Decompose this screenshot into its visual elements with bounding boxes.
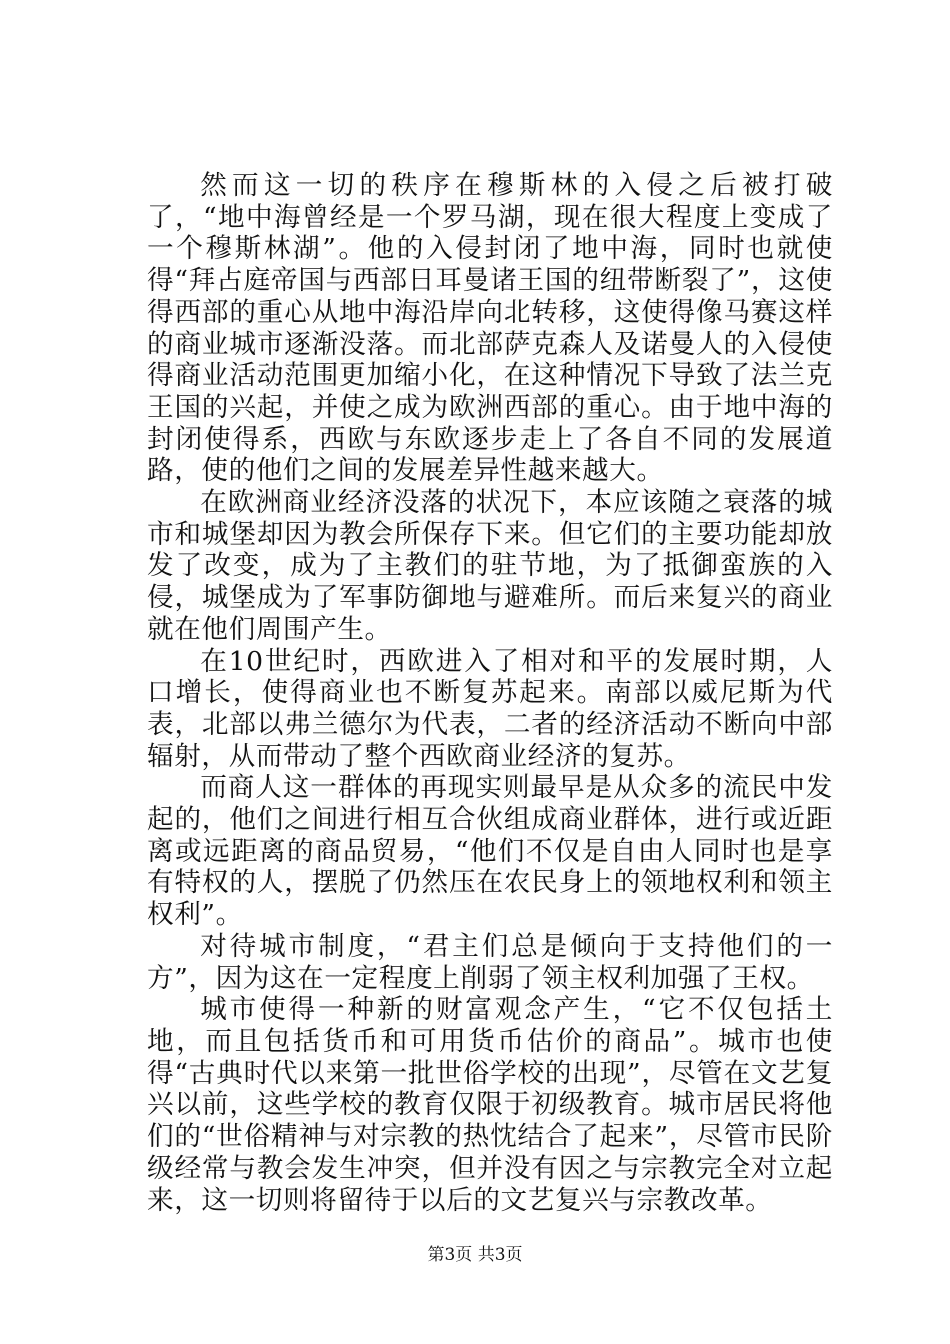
paragraph-6: 城市使得一种新的财富观念产生，“它不仅包括土地，而且包括货币和可用货币估价的商品”。城市也使得“古典时代以来第一批世俗学校的出现”，尽管在文艺复兴以前，这些学校的教育仅限于初级教育。城市居民将他们的“世俗精神与对宗教的热忱结合了起来”，尽管市民阶级经常与教会发生冲突，但并没有因之与宗教完全对立起来，这一切则将留待于以后的文艺复兴与宗教改革。 [147,994,833,1216]
paragraph-3: 在10世纪时，西欧进入了相对和平的发展时期，人口增长，使得商业也不断复苏起来。南部以威尼斯为代表，北部以弗兰德尔为代表，二者的经济活动不断向中部辐射，从而带动了整个西欧商业经济的复苏。 [147,645,833,772]
page-footer: 第3页 共3页 [427,1245,523,1265]
paragraph-5: 对待城市制度，“君主们总是倾向于支持他们的一方”，因为这在一定程度上削弱了领主权利加强了王权。 [147,930,833,994]
paragraph-2: 在欧洲商业经济没落的状况下，本应该随之衰落的城市和城堡却因为教会所保存下来。但它们的主要功能却放发了改变，成为了主教们的驻节地，为了抵御蛮族的入侵，城堡成为了军事防御地与避难所。而后来复兴的商业就在他们周围产生。 [147,487,833,645]
paragraph-4: 而商人这一群体的再现实则最早是从众多的流民中发起的，他们之间进行相互合伙组成商业群体，进行或近距离或远距离的商品贸易，“他们不仅是自由人同时也是享有特权的人，摆脱了仍然压在农民身上的领地权利和领主权利”。 [147,772,833,931]
document-body [147,170,833,1216]
paragraph-1: 然而这一切的秩序在穆斯林的入侵之后被打破了，“地中海曾经是一个罗马湖，现在很大程度上变成了一个穆斯林湖”。他的入侵封闭了地中海，同时也就使得“拜占庭帝国与西部日耳曼诸王国的纽带断裂了”，这使得西部的重心从地中海沿岸向北转移，这使得像马赛这样的商业城市逐渐没落。而北部萨克森人及诺曼人的入侵使得商业活动范围更加缩小化，在这种情况下导致了法兰克王国的兴起，并使之成为欧洲西部的重心。由于地中海的封闭使得系，西欧与东欧逐步走上了各自不同的发展道路，使的他们之间的发展差异性越来越大。 [147,170,833,487]
